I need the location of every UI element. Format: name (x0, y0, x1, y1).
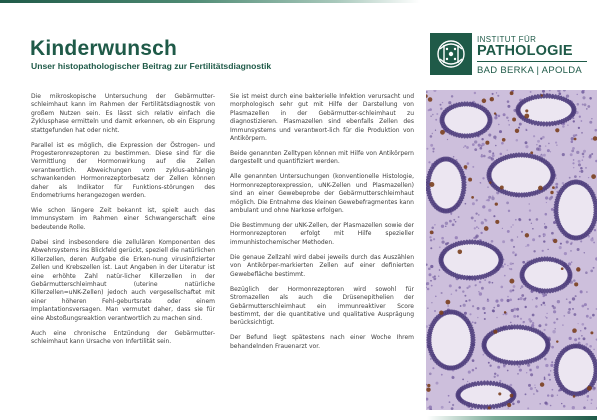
logo-line-1: INSTITUT FÜR (477, 35, 537, 44)
bottom-accent-bar (427, 416, 597, 420)
paragraph: Dabei sind insbesondere die zellulären Komponenten des Abwehrsystems ins Blickfeld gerückt, speziell die natürlichen Killerzellen, deren Aufgabe die Erken-nung virusinfizierter Zellen und Krebszellen ist. Laut Angaben in der Literatur ist eine erhöhte Zahl natür-licher Killerzellen in der Gebärmutterschleimhaut (uterine natürliche Killerzellen=uNK-Zellen) jedoch auch vergesellschaftet mit einer höheren Fehl-geburtsrate oder einem Implantationsversagen. Man vermutet daher, dass sie für eine Abstoßungsreaktion verantwortlich zu machen sind. (31, 238, 215, 322)
paragraph: Die Bestimmung der uNK-Zellen, der Plasmazellen sowie der Hormonrezeptoren erfolgt mit Hilfe spezieller immunhistochemischer Methoden. (230, 222, 414, 246)
institute-logo (430, 33, 592, 81)
paragraph: Sie ist meist durch eine bakterielle Infektion verursacht und morphologisch sehr gut mit Hilfe der Darstellung von Plasmazellen in der Gebärmutter-schleimhaut zu diagnostizieren. Plasmazellen sind ebenfalls Zellen des Immunsystems und verantwort-lich für die Produktion von Antikörpern. (230, 93, 414, 143)
middle-text-column (230, 93, 414, 358)
institute-emblem-icon (430, 33, 472, 75)
paragraph: Die genaue Zellzahl wird dabei jeweils durch das Auszählen von Antikörper-markierten Zellen auf einer definierten Gewebefläche bestimmt. (230, 253, 414, 278)
paragraph: Beide genannten Zelltypen können mit Hilfe von Antikörpern dargestellt und quantifiziert werden. (230, 150, 414, 166)
paragraph: Alle genannten Untersuchungen (konventionelle Histologie, Hormonrezeptorexpression, uNK-Zellen und Plasmazellen) sind an einer Gewebeprobe der Gebärmutterschleimhaut möglich. Die Entnahme des kleinen Gewebefragmentes kann ambulant und ohne Narkose erfolgen. (230, 173, 414, 215)
paragraph: Die mikroskopische Untersuchung der Gebärmutter-schleimhaut kann im Rahmen der Fertilitätsdiagnostik von großem Nutzen sein. Es lässt sich relativ einfach die Zyklusphase ermitteln und damit erkennen, ob ein Eisprung stattgefunden hat oder nicht. (31, 93, 215, 134)
logo-line-3: BAD BERKA | APOLDA (477, 65, 583, 76)
top-accent-bar (0, 0, 420, 3)
logo-divider (477, 61, 587, 62)
logo-line-2: PATHOLOGIE (477, 43, 573, 59)
left-text-column (31, 93, 215, 353)
page-subtitle: Unser histopathologischer Beitrag zur Fertilitätsdiagnostik (31, 61, 272, 71)
paragraph: Auch eine chronische Entzündung der Gebärmutter-schleimhaut kann Ursache von Infertilität sein. (31, 329, 215, 345)
histology-micrograph-icon (426, 90, 597, 410)
page-title: Kinderwunsch (30, 37, 178, 60)
paragraph: Der Befund liegt spätestens nach einer Woche Ihrem behandelnden Frauenarzt vor. (230, 334, 414, 350)
institute-name (477, 35, 573, 59)
paragraph: Bezüglich der Hormonrezeptoren wird sowohl für Stromazellen als auch die Drüsenepithelien der Gebärmutterschleimhaut ein immunreaktiver Score bestimmt, der die quantitative und qualitative Ausprägung berücksichtigt. (230, 285, 414, 327)
paragraph: Parallel ist es möglich, die Expression der Östrogen- und Progesteronrezeptoren zu bestimmen. Diese sind für die Vermittlung der Hormonwirkung auf die Zellen verantwortlich. Abweichungen vom zyklus-abhängig schwankenden Hormonrezeptorbesatz der Zellen können daher als Indikator für Funktions-störungen des Endometriums herangezogen werden. (31, 141, 215, 200)
paragraph: Wie schon längere Zeit bekannt ist, spielt auch das Immunsystem im Rahmen einer Schwangerschaft eine bedeutende Rolle. (31, 207, 215, 231)
